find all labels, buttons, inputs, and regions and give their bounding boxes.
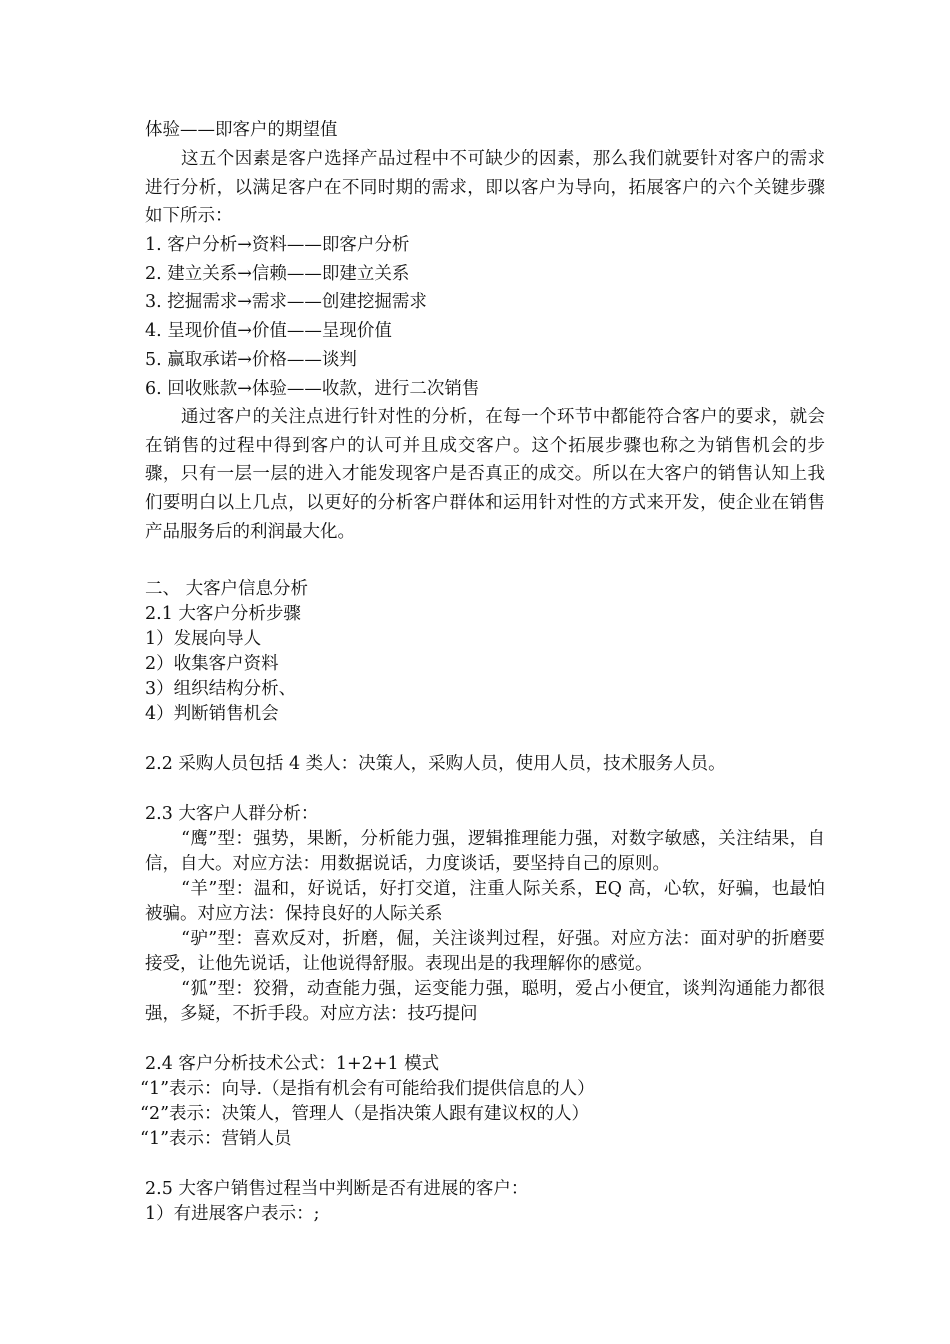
list-item: 1）发展向导人 <box>145 629 262 649</box>
list-item: 1. 客户分析→资料——即客户分析 <box>145 235 410 255</box>
section-2-3-title: 2.3 大客户人群分析： <box>145 804 319 824</box>
list-item: 6. 回收账款→体验——收款，进行二次销售 <box>145 379 480 399</box>
formula-line: “1”表示：向导.（是指有机会有可能给我们提供信息的人） <box>140 1079 595 1099</box>
list-item: 2. 建立关系→信赖——即建立关系 <box>145 264 410 284</box>
eagle-type-paragraph: “鹰”型：强势，果断，分析能力强，逻辑推理能力强，对数字敏感，关注结果，自信，自大。对应方法：用数据说话，力度谈话，要坚持自己的原则。 <box>145 829 825 874</box>
list-item: 4. 呈现价值→价值——呈现价值 <box>145 321 392 341</box>
fox-type-paragraph: “狐”型：狡猾，动查能力强，运变能力强，聪明，爱占小便宜，谈判沟通能力都很强，多疑，不折手段。对应方法：技巧提问 <box>145 979 825 1024</box>
list-item: 3）组织结构分析、 <box>145 679 297 699</box>
section-2-5-title: 2.5 大客户销售过程当中判断是否有进展的客户： <box>145 1179 529 1199</box>
donkey-type-paragraph: “驴”型：喜欢反对，折磨，倔，关注谈判过程，好强。对应方法：面对驴的折磨要接受，让他先说话，让他说得舒服。表现出是的我理解你的感觉。 <box>145 929 825 974</box>
sheep-type-paragraph: “羊”型：温和，好说话，好打交道，注重人际关系，EQ 高，心软，好骗，也最怕被骗。对应方法：保持良好的人际关系 <box>145 879 825 924</box>
intro-paragraph-1: 这五个因素是客户选择产品过程中不可缺少的因素，那么我们就要针对客户的需求进行分析，以满足客户在不同时期的需求，即以客户为导向，拓展客户的六个关键步骤如下所示： <box>145 149 825 227</box>
section-2-title: 二、 大客户信息分析 <box>145 579 309 599</box>
section-2-4-title: 2.4 客户分析技术公式：1+2+1 模式 <box>145 1054 440 1074</box>
section-2-1-title: 2.1 大客户分析步骤 <box>145 604 301 624</box>
list-item: 3. 挖掘需求→需求——创建挖掘需求 <box>145 292 427 312</box>
list-item: 5. 赢取承诺→价格——谈判 <box>145 350 357 370</box>
list-item: 4）判断销售机会 <box>145 704 279 724</box>
intro-paragraph-2: 通过客户的关注点进行针对性的分析，在每一个环节中都能符合客户的要求，就会在销售的过程中得到客户的认可并且成交客户。这个拓展步骤也称之为销售机会的步骤，只有一层一层的进入才能发现客户是否真正的成交。所以在大客户的销售认知上我们要明白以上几点，以更好的分析客户群体和运用针对性的方式来开发，使企业在销售产品服务后的利润最大化。 <box>145 407 825 542</box>
intro-heading-line: 体验——即客户的期望值 <box>145 120 338 140</box>
list-item: 2）收集客户资料 <box>145 654 279 674</box>
progress-line: 1）有进展客户表示：; <box>145 1204 320 1224</box>
section-2-2-text: 2.2 采购人员包括 4 类人：决策人，采购人员，使用人员，技术服务人员。 <box>145 754 726 774</box>
formula-line: “2”表示：决策人，管理人（是指决策人跟有建议权的人） <box>140 1104 590 1124</box>
formula-line: “1”表示：营销人员 <box>140 1129 292 1149</box>
